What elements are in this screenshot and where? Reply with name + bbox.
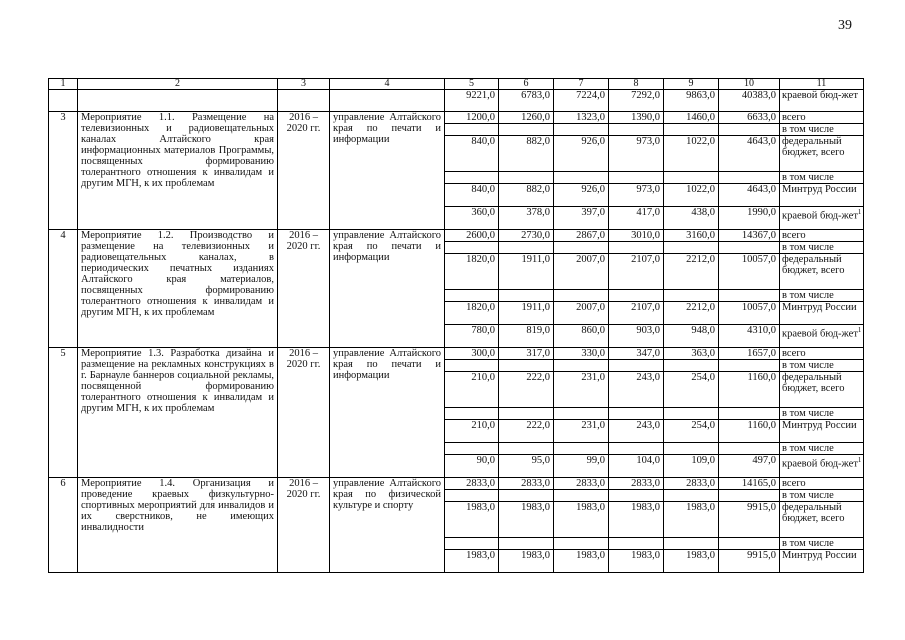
value-cell: 2007,0 — [554, 302, 609, 325]
source-cell: всего — [780, 478, 864, 490]
header-cell: 7 — [554, 79, 609, 90]
executor: управление Алтайского края по физической культуре и спорту — [330, 478, 445, 573]
empty-cell — [664, 360, 719, 372]
value-cell: 840,0 — [445, 184, 499, 207]
value-cell: 780,0 — [445, 325, 499, 348]
row-number: 5 — [49, 348, 78, 478]
value-cell: 497,0 — [719, 455, 780, 478]
value-cell: 1983,0 — [499, 550, 554, 573]
measure-name: Мероприятие 1.3. Разработка дизайна и размещение на рекламных конструкциях в г. Барнауле баннеров социальной рекламы, посвященной формированию толерантного отношения к инвалидам и другим МГН, к их проблемам — [78, 348, 278, 478]
budget-table — [48, 78, 864, 573]
value-cell: 330,0 — [554, 348, 609, 360]
value-cell: 243,0 — [609, 420, 664, 443]
value-cell: 926,0 — [554, 136, 609, 172]
value-cell: 1160,0 — [719, 372, 780, 408]
source-cell: федеральный бюджет, всего — [780, 372, 864, 408]
value-cell: 1323,0 — [554, 112, 609, 124]
empty-cell — [445, 490, 499, 502]
empty-cell — [719, 360, 780, 372]
empty-cell — [499, 538, 554, 550]
source-cell: всего — [780, 230, 864, 242]
row-number: 6 — [49, 478, 78, 573]
header-cell: 11 — [780, 79, 864, 90]
header-cell: 3 — [278, 79, 330, 90]
header-cell: 5 — [445, 79, 499, 90]
value-cell: 1657,0 — [719, 348, 780, 360]
source-cell: федеральный бюджет, всего — [780, 136, 864, 172]
empty-cell — [554, 490, 609, 502]
empty-cell — [499, 172, 554, 184]
period: 2016 – 2020 гг. — [278, 478, 330, 573]
executor: управление Алтайского края по печати и информации — [330, 348, 445, 478]
empty-cell — [719, 290, 780, 302]
value-cell: 360,0 — [445, 207, 499, 230]
value-cell: 1983,0 — [499, 502, 554, 538]
source-cell: Минтруд России — [780, 550, 864, 573]
source-cell: всего — [780, 112, 864, 124]
period: 2016 – 2020 гг. — [278, 112, 330, 230]
empty-cell — [719, 172, 780, 184]
value-cell: 1460,0 — [664, 112, 719, 124]
footnote-mark: 1 — [857, 456, 862, 464]
value-cell: 2833,0 — [499, 478, 554, 490]
value-cell: 417,0 — [609, 207, 664, 230]
value-cell: 1390,0 — [609, 112, 664, 124]
empty-cell — [664, 172, 719, 184]
empty-cell — [554, 124, 609, 136]
value-cell: 6783,0 — [499, 90, 554, 112]
value-cell: 948,0 — [664, 325, 719, 348]
value-cell: 210,0 — [445, 372, 499, 408]
value-cell: 210,0 — [445, 420, 499, 443]
empty-cell — [609, 172, 664, 184]
executor: управление Алтайского края по печати и информации — [330, 112, 445, 230]
empty-cell — [609, 360, 664, 372]
value-cell: 7224,0 — [554, 90, 609, 112]
value-cell: 1983,0 — [554, 502, 609, 538]
empty-cell — [445, 124, 499, 136]
empty-cell — [719, 124, 780, 136]
source-cell: всего — [780, 348, 864, 360]
value-cell: 14367,0 — [719, 230, 780, 242]
source-cell: Минтруд России — [780, 302, 864, 325]
empty-cell — [499, 408, 554, 420]
value-cell: 2833,0 — [554, 478, 609, 490]
value-cell: 317,0 — [499, 348, 554, 360]
empty-cell — [445, 290, 499, 302]
empty-cell — [609, 490, 664, 502]
header-cell: 6 — [499, 79, 554, 90]
empty-cell — [664, 124, 719, 136]
empty-cell — [554, 538, 609, 550]
value-cell: 1983,0 — [609, 502, 664, 538]
header-cell: 10 — [719, 79, 780, 90]
source-cell: в том числе — [780, 408, 864, 420]
header-cell: 1 — [49, 79, 78, 90]
value-cell: 109,0 — [664, 455, 719, 478]
executor: управление Алтайского края по печати и информации — [330, 230, 445, 348]
value-cell: 243,0 — [609, 372, 664, 408]
source-cell: Минтруд России — [780, 420, 864, 443]
source-cell: краевой бюд-жет — [780, 90, 864, 112]
table-row — [49, 230, 864, 242]
empty-cell — [278, 90, 330, 112]
empty-cell — [554, 290, 609, 302]
value-cell: 1160,0 — [719, 420, 780, 443]
value-cell: 104,0 — [609, 455, 664, 478]
value-cell: 231,0 — [554, 420, 609, 443]
empty-cell — [664, 490, 719, 502]
empty-cell — [664, 408, 719, 420]
value-cell: 1022,0 — [664, 136, 719, 172]
value-cell: 1983,0 — [554, 550, 609, 573]
header-cell: 2 — [78, 79, 278, 90]
measure-name: Мероприятие 1.1. Размещение на телевизионных и радиовещательных каналах Алтайского края информационных материалов Программы, посвященных формированию толерантного отношения к инвалидам и другим МГН, к их проблемам — [78, 112, 278, 230]
value-cell: 973,0 — [609, 136, 664, 172]
empty-cell — [664, 443, 719, 455]
table-body — [49, 79, 864, 573]
value-cell: 4643,0 — [719, 136, 780, 172]
value-cell: 903,0 — [609, 325, 664, 348]
value-cell: 926,0 — [554, 184, 609, 207]
value-cell: 300,0 — [445, 348, 499, 360]
source-cell: краевой бюд-жет$^1$ — [780, 455, 864, 478]
empty-cell — [330, 90, 445, 112]
footnote-mark: 1 — [857, 208, 862, 216]
value-cell: 2212,0 — [664, 302, 719, 325]
source-cell: краевой бюд-жет$^1$ — [780, 207, 864, 230]
page-number: 39 — [838, 18, 852, 33]
empty-cell — [554, 360, 609, 372]
source-cell: краевой бюд-жет$^1$ — [780, 325, 864, 348]
value-cell: 10057,0 — [719, 302, 780, 325]
value-cell: 1983,0 — [445, 550, 499, 573]
value-cell: 1983,0 — [664, 550, 719, 573]
value-cell: 882,0 — [499, 136, 554, 172]
value-cell: 2107,0 — [609, 254, 664, 290]
value-cell: 397,0 — [554, 207, 609, 230]
value-cell: 4643,0 — [719, 184, 780, 207]
value-cell: 1820,0 — [445, 254, 499, 290]
empty-cell — [554, 242, 609, 254]
header-cell: 4 — [330, 79, 445, 90]
empty-cell — [719, 408, 780, 420]
source-cell: в том числе — [780, 360, 864, 372]
source-cell: федеральный бюджет, всего — [780, 502, 864, 538]
empty-cell — [664, 538, 719, 550]
value-cell: 819,0 — [499, 325, 554, 348]
header-cell: 9 — [664, 79, 719, 90]
empty-cell — [554, 172, 609, 184]
empty-cell — [499, 490, 554, 502]
empty-cell — [664, 242, 719, 254]
value-cell: 1983,0 — [445, 502, 499, 538]
empty-cell — [609, 242, 664, 254]
empty-cell — [445, 443, 499, 455]
empty-cell — [445, 538, 499, 550]
empty-cell — [554, 408, 609, 420]
measure-name: Мероприятие 1.2. Производство и размещение на телевизионных и радиовещательных каналах, в периодических печатных изданиях Алтайского края материалов, посвященных формированию толерантного отношения к инвалидам и другим МГН, к их проблемам — [78, 230, 278, 348]
value-cell: 840,0 — [445, 136, 499, 172]
footnote-mark: 1 — [857, 326, 862, 334]
value-cell: 3160,0 — [664, 230, 719, 242]
empty-cell — [499, 360, 554, 372]
empty-cell — [499, 124, 554, 136]
empty-cell — [499, 290, 554, 302]
empty-cell — [664, 290, 719, 302]
empty-cell — [719, 443, 780, 455]
value-cell: 7292,0 — [609, 90, 664, 112]
value-cell: 882,0 — [499, 184, 554, 207]
empty-cell — [609, 538, 664, 550]
empty-cell — [49, 90, 78, 112]
value-cell: 9915,0 — [719, 550, 780, 573]
value-cell: 1983,0 — [609, 550, 664, 573]
empty-cell — [719, 490, 780, 502]
empty-cell — [609, 443, 664, 455]
empty-cell — [445, 172, 499, 184]
value-cell: 2867,0 — [554, 230, 609, 242]
empty-cell — [445, 360, 499, 372]
value-cell: 2107,0 — [609, 302, 664, 325]
empty-cell — [499, 242, 554, 254]
value-cell: 2833,0 — [664, 478, 719, 490]
value-cell: 222,0 — [499, 420, 554, 443]
value-cell: 4310,0 — [719, 325, 780, 348]
header-cell: 8 — [609, 79, 664, 90]
value-cell: 9863,0 — [664, 90, 719, 112]
value-cell: 14165,0 — [719, 478, 780, 490]
value-cell: 2600,0 — [445, 230, 499, 242]
empty-cell — [609, 124, 664, 136]
source-cell: в том числе — [780, 443, 864, 455]
period: 2016 – 2020 гг. — [278, 230, 330, 348]
value-cell: 438,0 — [664, 207, 719, 230]
value-cell: 222,0 — [499, 372, 554, 408]
value-cell: 860,0 — [554, 325, 609, 348]
value-cell: 973,0 — [609, 184, 664, 207]
value-cell: 1983,0 — [664, 502, 719, 538]
empty-cell — [719, 242, 780, 254]
value-cell: 1200,0 — [445, 112, 499, 124]
value-cell: 9915,0 — [719, 502, 780, 538]
header-row — [49, 79, 864, 90]
table-row — [49, 112, 864, 124]
row-number: 3 — [49, 112, 78, 230]
value-cell: 378,0 — [499, 207, 554, 230]
value-cell: 1022,0 — [664, 184, 719, 207]
source-cell: в том числе — [780, 172, 864, 184]
value-cell: 254,0 — [664, 372, 719, 408]
value-cell: 2833,0 — [445, 478, 499, 490]
value-cell: 40383,0 — [719, 90, 780, 112]
row-number: 4 — [49, 230, 78, 348]
source-cell: Минтруд России — [780, 184, 864, 207]
value-cell: 9221,0 — [445, 90, 499, 112]
value-cell: 1820,0 — [445, 302, 499, 325]
value-cell: 95,0 — [499, 455, 554, 478]
table-row — [49, 348, 864, 360]
value-cell: 1990,0 — [719, 207, 780, 230]
empty-cell — [78, 90, 278, 112]
empty-cell — [445, 242, 499, 254]
value-cell: 3010,0 — [609, 230, 664, 242]
empty-cell — [719, 538, 780, 550]
table-row — [49, 478, 864, 490]
value-cell: 10057,0 — [719, 254, 780, 290]
source-cell: в том числе — [780, 538, 864, 550]
value-cell: 2730,0 — [499, 230, 554, 242]
value-cell: 254,0 — [664, 420, 719, 443]
source-cell: в том числе — [780, 124, 864, 136]
value-cell: 231,0 — [554, 372, 609, 408]
table-row — [49, 90, 864, 112]
source-cell: в том числе — [780, 490, 864, 502]
value-cell: 6633,0 — [719, 112, 780, 124]
empty-cell — [499, 443, 554, 455]
value-cell: 99,0 — [554, 455, 609, 478]
empty-cell — [554, 443, 609, 455]
measure-name: Мероприятие 1.4. Организация и проведение краевых физкультурно-спортивных мероприятий для инвалидов и их сверстников, не имеющих инвалидности — [78, 478, 278, 573]
value-cell: 1911,0 — [499, 254, 554, 290]
period: 2016 – 2020 гг. — [278, 348, 330, 478]
value-cell: 1260,0 — [499, 112, 554, 124]
empty-cell — [609, 290, 664, 302]
value-cell: 2833,0 — [609, 478, 664, 490]
source-cell: федеральный бюджет, всего — [780, 254, 864, 290]
value-cell: 363,0 — [664, 348, 719, 360]
value-cell: 347,0 — [609, 348, 664, 360]
value-cell: 90,0 — [445, 455, 499, 478]
value-cell: 2212,0 — [664, 254, 719, 290]
value-cell: 1911,0 — [499, 302, 554, 325]
source-cell: в том числе — [780, 290, 864, 302]
empty-cell — [609, 408, 664, 420]
empty-cell — [445, 408, 499, 420]
source-cell: в том числе — [780, 242, 864, 254]
value-cell: 2007,0 — [554, 254, 609, 290]
